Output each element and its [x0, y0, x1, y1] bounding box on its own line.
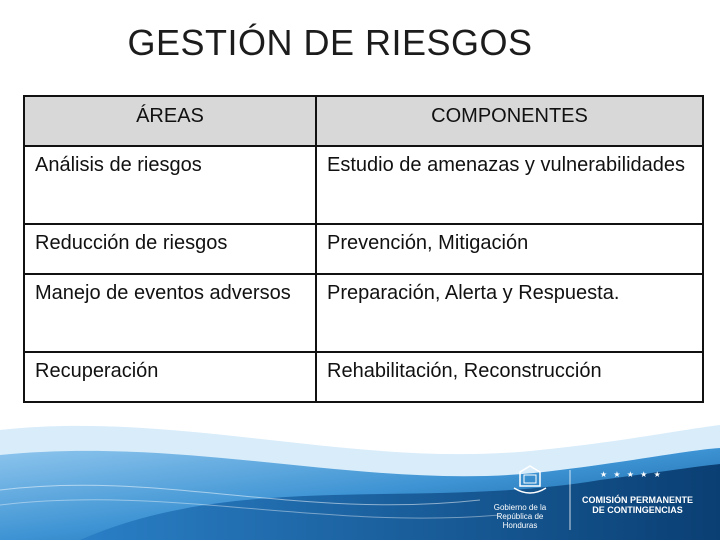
- government-line-2: República de Honduras: [496, 511, 544, 530]
- table-row: [24, 146, 703, 224]
- table-row: [24, 274, 703, 352]
- component-cell: Prevención, Mitigación: [316, 224, 703, 274]
- organization-line-2: DE CONTINGENCIAS: [592, 504, 683, 515]
- government-line-1: Gobierno de la: [493, 503, 547, 512]
- table-row: [24, 352, 703, 402]
- header-componentes: COMPONENTES: [316, 96, 703, 146]
- organization-line-1: COMISIÓN PERMANENTE: [581, 495, 693, 505]
- area-cell: Análisis de riesgos: [24, 146, 316, 224]
- risk-table: [23, 95, 704, 403]
- header-areas: ÁREAS: [24, 96, 316, 146]
- slide-title: GESTIÓN DE RIESGOS: [127, 22, 533, 63]
- table-header-row: [24, 96, 703, 146]
- component-cell: Preparación, Alerta y Respuesta.: [316, 274, 703, 352]
- government-label: [488, 504, 552, 530]
- area-cell: Reducción de riesgos: [24, 224, 316, 274]
- component-cell: Rehabilitación, Reconstrucción: [316, 352, 703, 402]
- organization-label: [575, 496, 700, 516]
- component-cell: Estudio de amenazas y vulnerabilidades: [316, 146, 703, 224]
- table-row: [24, 224, 703, 274]
- stars-icon: ★ ★ ★ ★ ★: [600, 470, 663, 479]
- area-cell: Recuperación: [24, 352, 316, 402]
- area-cell: Manejo de eventos adversos: [24, 274, 316, 352]
